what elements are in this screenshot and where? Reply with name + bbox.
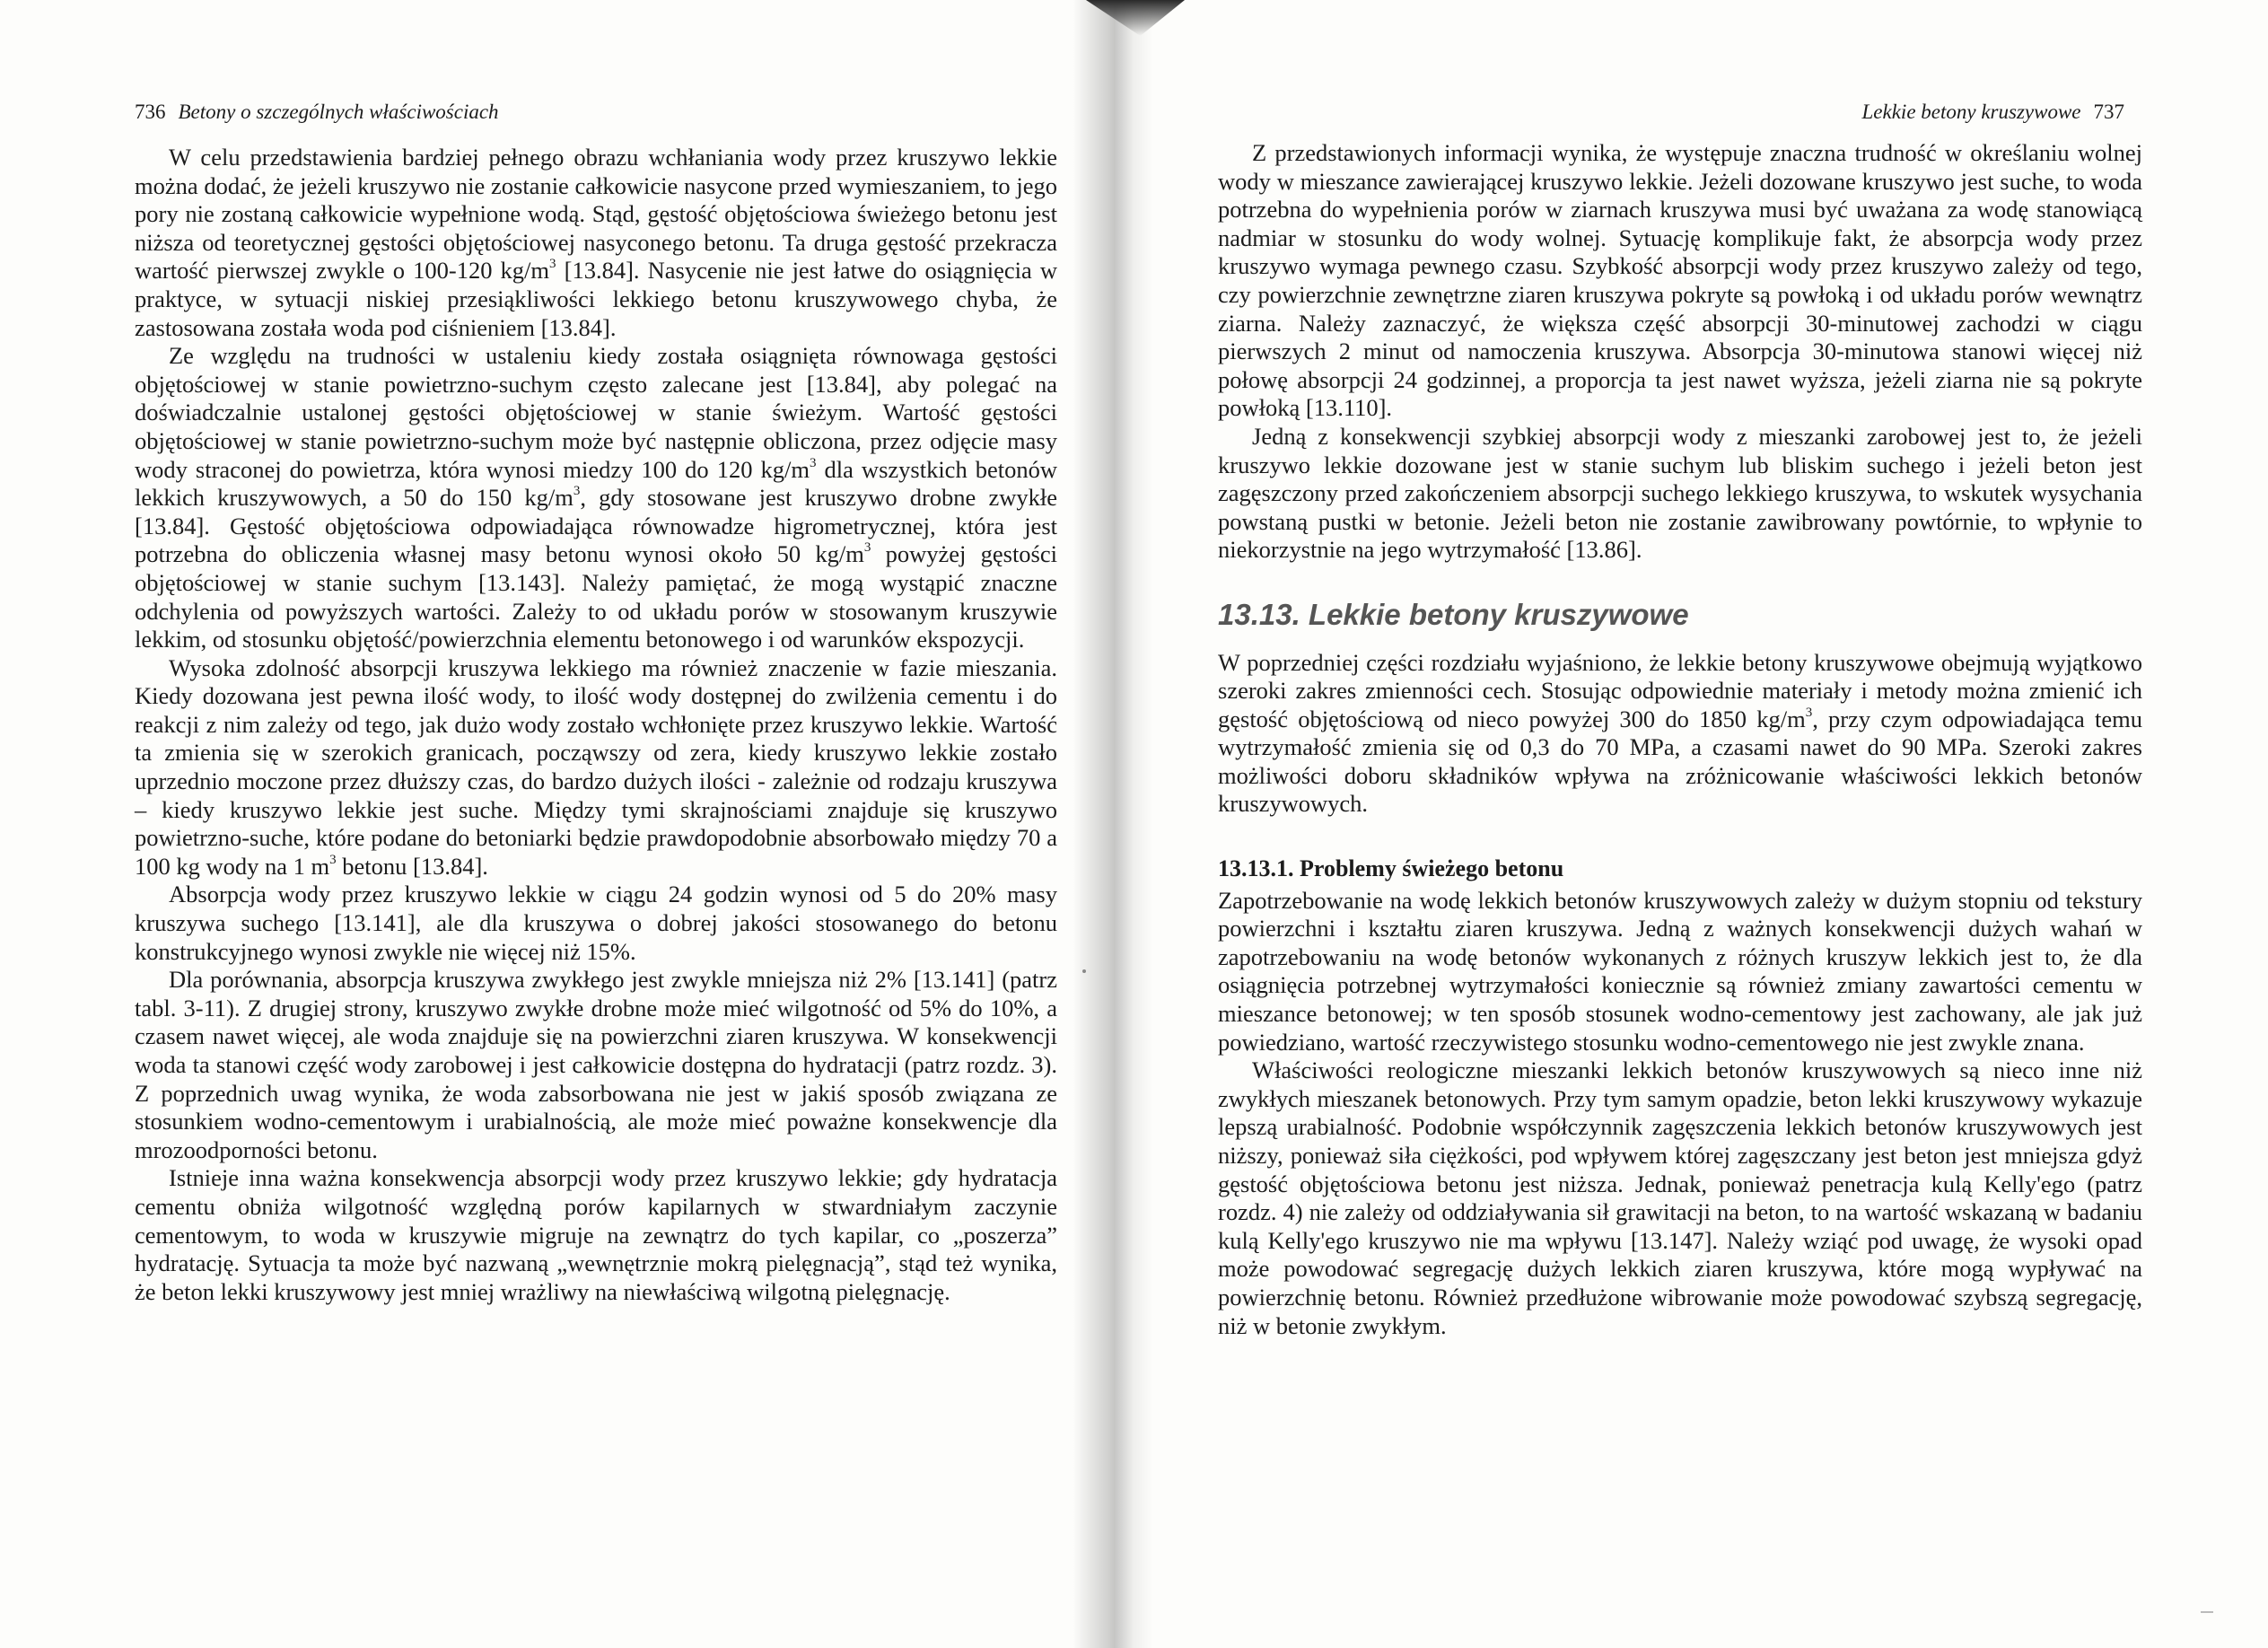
section-heading: 13.13. Lekkie betony kruszywowe [1218, 597, 1689, 631]
superscript-3: 3 [1805, 705, 1813, 720]
scan-speck [1082, 969, 1086, 973]
superscript-3: 3 [863, 540, 871, 556]
paragraph: Zapotrzebowanie na wodę lekkich betonów kruszywowych zależy w dużym stopniu od tekstury powierzchni i kształtu ziaren kruszywa. Jedną z ważnych konsekwencji dużych wahań w zapotrzebowaniu na wodę betonów wykonanych z różnych kruszyw lekkich jest to, że dla osiągnięcia potrzebnej wytrzymałości koniecznie są również zmiany zawartości cementu w mieszance betonowej; w ten sposób stosunek wodno-cementowy jest zachowany, ale jak już powiedziano, wartość rzeczywistego stosunku wodno-cementowego nie jest zwykle znana. [1218, 886, 2142, 1056]
paragraph: Ze względu na trudności w ustaleniu kiedy została osiągnięta równowaga gęstości objętościowej w stanie powietrzno-suchym często zalecane jest [13.84], aby polegać na doświadczalnie ustalonej gęstości objętościowej w stanie świeżym. Wartość gęstości objętościowej w stanie powietrzno-suchym może być następnie obliczona, przez odjęcie masy wody straconej do powietrza, która wynosi miedzy 100 do 120 $kg/m^3$ dla wszystkich betonów lekkich kruszywowych, a 50 do 150 $kg/m^3$, gdy stosowane jest kruszywo drobne zwykłe [13.84]. Gęstość objętościowa odpowiadająca równowadze higrometrycznej, która jest potrzebna do obliczenia własnej masy betonu wynosi około 50 $kg/m^3$ powyżej gęstości objętościowej w stanie suchym [13.143]. Należy pamiętać, że mogą wystąpić znaczne odchylenia od powyższych wartości. Zależy to od układu porów w stosowanym kruszywie lekkim, od stosunku objętość/powierzchnia elementu betonowego i od warunków ekspozycji. [135, 342, 1057, 653]
right-running-head-title: Lekkie betony kruszywowe [1861, 101, 2081, 123]
scan-speck [2201, 1611, 2213, 1613]
paragraph: Właściwości reologiczne mieszanki lekkich betonów kruszywowych są nieco inne niż zwykłych mieszanek betonowych. Przy tym samym opadzie, beton lekki kruszywowy wykazuje lepszą urabialność. Podobnie współczynnik zagęszczenia lekkich betonów kruszywowych jest niższy, ponieważ siła ciężkości, pod wpływem której zagęszczany jest beton jest mniejsza gdyż gęstość objętościowa betonu jest niższa. Jednak, ponieważ penetracja kulą Kelly'ego (patrz rozdz. 4) nie zależy od oddziaływania sił grawitacji na beton, to na wartość wskazaną w badaniu kulą Kelly'ego kruszywo nie ma wpływu [13.147]. Należy wziąć pod uwagę, że wysoki opad może powodować segregację dużych lekkich ziaren kruszywa, które mogą wypływać na powierzchnię betonu. Również przedłużone wibrowanie może powodować szybszą segregację, niż w betonie zwykłym. [1218, 1056, 2142, 1339]
right-running-head [1862, 101, 2124, 124]
right-page-number: 737 [2093, 101, 2124, 123]
paragraph: Absorpcja wody przez kruszywo lekkie w ciągu 24 godzin wynosi od 5 do 20% masy kruszywa suchego [13.141], ale dla kruszywa o dobrej jakości stosowanego do betonu konstrukcyjnego wynosi zwykle nie więcej niż 15%. [135, 881, 1057, 965]
superscript-3: 3 [573, 484, 581, 499]
superscript-3: 3 [549, 257, 556, 272]
paragraph: W celu przedstawienia bardziej pełnego obrazu wchłaniania wody przez kruszywo lekkie można dodać, że jeżeli kruszywo nie zostanie całkowicie nasycone przed wymieszaniem, to jego pory nie zostaną całkowicie wypełnione wodą. Stąd, gęstość objętościowa świeżego betonu jest niższa od teoretycznej gęstości objętościowej nasyconego betonu. Ta druga gęstość przekracza wartość pierwszej zwykle o 100-120 $kg/m^3$ [13.84]. Nasycenie nie jest łatwe do osiągnięcia w praktyce, w sytuacji niskiej przesiąkliwości lekkiego betonu kruszywowego chyba, że zastosowana została woda pod ciśnieniem [13.84]. [135, 144, 1057, 341]
paragraph: W poprzedniej części rozdziału wyjaśniono, że lekkie betony kruszywowe obejmują wyjątkowo szeroki zakres zmienności cech. Stosując odpowiednie materiały i metody można zmienić ich gęstość objętościową od nieco powyżej 300 do 1850 $kg/m^3$, przy czym odpowiadająca temu wytrzymałość zmienia się od 0,3 do 70 MPa, a czasami nawet do 90 MPa. Szeroki zakres możliwości doboru składników wpływa na zróżnicowanie właściwości lekkich betonów kruszywowych. [1218, 648, 2142, 818]
superscript-3: 3 [329, 852, 337, 867]
left-page-number: 736 [135, 101, 166, 123]
paragraph: Wysoka zdolność absorpcji kruszywa lekkiego ma również znaczenie w fazie mieszania. Kiedy dozowana jest pewna ilość wody, to ilość wody dostępnej do zwilżenia cementu i do reakcji z nim zależy od tego, jak dużo wody zostało wchłonięte przez kruszywo lekkie. Wartość ta zmienia się w szerokich granicach, począwszy od zera, kiedy kruszywo lekkie zostało uprzednio moczone przez dłuższy czas, do bardzo dużych ilości - zależnie od rodzaju kruszywa – kiedy kruszywo lekkie jest suche. Między tymi skrajnościami znajduje się kruszywo powietrzno-suche, które podane do betoniarki będzie prawdopodobnie absorbowało między 70 a 100 kg wody na 1 $m^3$ betonu [13.84]. [135, 653, 1057, 880]
left-running-head-title: Betony o szczególnych właściwościach [178, 101, 499, 123]
right-page [1158, 0, 2268, 1648]
superscript-3: 3 [809, 455, 817, 470]
left-page [0, 0, 1113, 1648]
paragraph: Istnieje inna ważna konsekwencja absorpcji wody przez kruszywo lekkie; gdy hydratacja cementu obniża wilgotność względną porów kapilarnych w stwardniałym zaczynie cementowym, to woda w kruszywie migruje na zewnątrz do tych kapilar, co „poszerza” hydratację. Sytuacja ta może być nazwaną „wewnętrznie mokrą pielęgnacją”, stąd też wynika, że beton lekki kruszywowy jest mniej wrażliwy na niewłaściwą wilgotną pielęgnację. [135, 1164, 1057, 1305]
paragraph: Z przedstawionych informacji wynika, że występuje znaczna trudność w określaniu wolnej wody w mieszance zawierającej kruszywo lekkie. Jeżeli dozowane kruszywo jest suche, to woda potrzebna do wypełnienia porów w ziarnach kruszywa musi być uważana za wodę stanowiącą nadmiar w stosunku do wody wolnej. Sytuację komplikuje fakt, że absorpcja wody przez kruszywo wymaga pewnego czasu. Szybkość absorpcji wody przez kruszywo zależy od tego, czy powierzchnie zewnętrzne ziaren kruszywa pokryte są powłoką i od układu porów wewnątrz ziarna. Należy zaznaczyć, że większa część absorpcji 30-minutowej zachodzi w ciągu pierwszych 2 minut od namoczenia kruszywa. Absorpcja 30-minutowa stanowi więcej niż połowę absorpcji 24 godzinnej, a proporcja ta jest nawet wyższa, jeżeli ziarna nie są pokryte powłoką [13.110]. [1218, 139, 2142, 422]
paragraph: Jedną z konsekwencji szybkiej absorpcji wody z mieszanki zarobowej jest to, że jeżeli kruszywo lekkie dozowane jest w stanie suchym lub bliskim suchego i jeżeli beton jest zagęszczony przed zakończeniem absorpcji suchego lekkiego kruszywa, to wskutek wysychania powstaną pustki w betonie. Jeżeli beton nie zostanie zawibrowany powtórnie, to wpłynie to niekorzystnie na jego wytrzymałość [13.86]. [1218, 422, 2142, 564]
left-page-body [135, 144, 1057, 1306]
left-running-head [135, 101, 499, 124]
paragraph: Dla porównania, absorpcja kruszywa zwykłego jest zwykle mniejsza niż 2% [13.141] (patrz tabl. 3-11). Z drugiej strony, kruszywo zwykłe drobne może mieć wilgotność od 5% do 10%, a czasem nawet więcej, ale woda znajduje się na powierzchni ziaren kruszywa. W konsekwencji woda ta stanowi część wody zarobowej i jest całkowicie dostępna do hydratacji (patrz rozdz. 3). Z poprzednich uwag wynika, że woda zabsorbowana nie jest w jakiś sposób związana ze stosunkiem wodno-cementowym i urabialnością, ale może mieć poważne konsekwencje dla mrozoodporności betonu. [135, 966, 1057, 1163]
right-page-body [1218, 139, 2142, 1340]
subsection-heading: 13.13.1. Problemy świeżego betonu [1218, 855, 1564, 882]
